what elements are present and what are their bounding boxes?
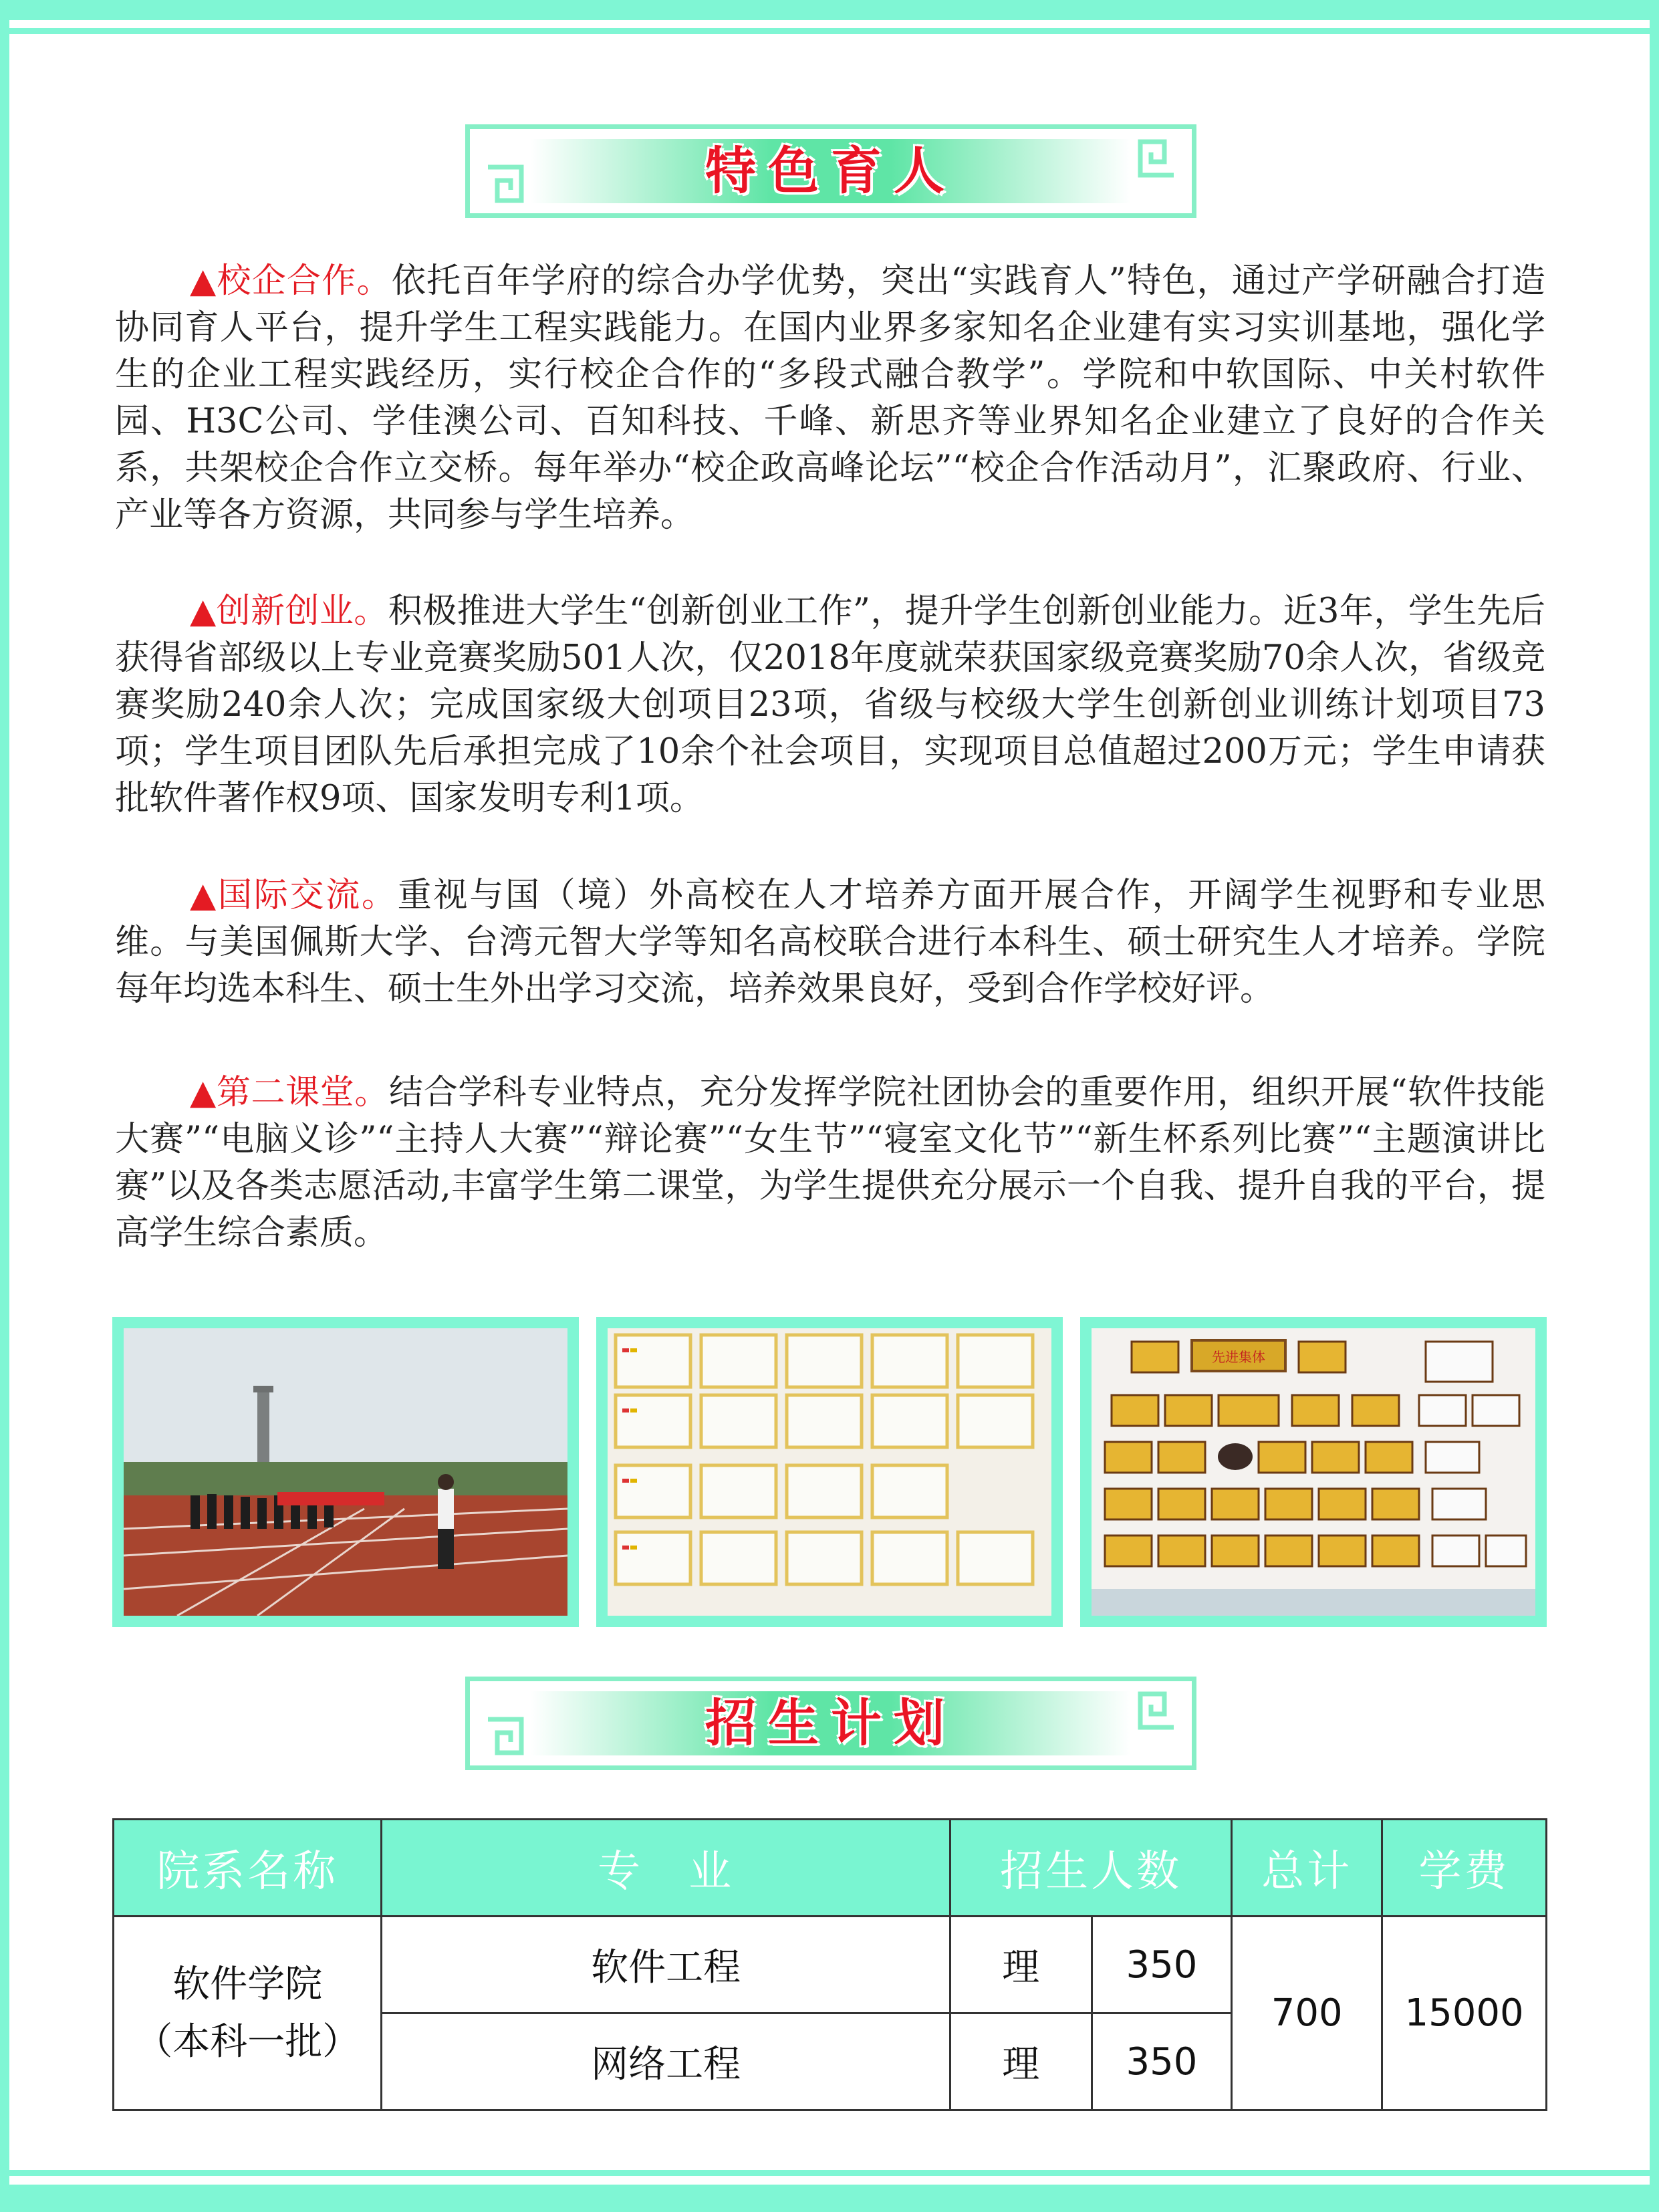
paragraph-lead: ▲第二课堂。 <box>190 1073 390 1112</box>
paragraph-innovation <box>115 588 1545 822</box>
section-title: 招生计划 <box>705 1693 956 1753</box>
certificate-wall-image <box>608 1328 1051 1616</box>
section-heading-education <box>465 124 1196 218</box>
paragraph-text: 结合学科专业特点，充分发挥学院社团协会的重要作用，组织开展“软件技能大赛”“电脑义诊”“主持人大赛”“辩论赛”“女生节”“寝室文化节”“新生杯系列比赛”“主题演讲比赛”以及各类志愿活动,丰富学生第二课堂，为学生提供充分展示一个自我、提升自我的平台，提高学生综合素质。 <box>115 1073 1545 1253</box>
paragraph-lead: ▲国际交流。 <box>190 876 398 915</box>
bottom-frame-line <box>0 2170 1659 2176</box>
table-row <box>114 1917 1547 2013</box>
column-header-tuition: 学费 <box>1382 1820 1547 1917</box>
college-cell <box>114 1917 382 2110</box>
column-header-total: 总计 <box>1232 1820 1382 1917</box>
top-frame-line <box>0 28 1659 34</box>
sports-parade-image <box>124 1328 567 1616</box>
photo-certificates <box>596 1317 1063 1627</box>
tuition-cell: 15000 <box>1382 1917 1547 2110</box>
bottom-frame-band <box>0 2185 1659 2212</box>
college-name: 软件学院 <box>172 1962 323 2006</box>
major-cell: 网络工程 <box>382 2013 950 2110</box>
paragraph-text: 积极推进大学生“创新创业工作”，提升学生创新创业能力。近3年，学生先后获得省部级以上专业竞赛奖励501人次，仅2018年度就荣获国家级竞赛奖励70余人次，省级竞赛奖励240余人次；完成国家级大创项目23项，省级与校级大学生创新创业训练计划项目73项；学生项目团队先后承担完成了10余个社会项目，实现项目总值超过200万元；学生申请获批软件著作权9项、国家发明专利1项。 <box>115 592 1545 818</box>
count-cell: 350 <box>1092 1917 1232 2013</box>
major-cell: 软件工程 <box>382 1917 950 2013</box>
table-header-row <box>114 1820 1547 1917</box>
top-frame-band <box>0 0 1659 20</box>
right-frame-band <box>1650 0 1659 2212</box>
column-header-count: 招生人数 <box>950 1820 1231 1917</box>
paragraph-text: 重视与国（境）外高校在人才培养方面开展合作，开阔学生视野和专业思维。与美国佩斯大学、台湾元智大学等知名高校联合进行本科生、硕士研究生人才培养。学院每年均选本科生、硕士生外出学习交流，培养效果良好，受到合作学校好评。 <box>115 876 1545 1009</box>
column-header-college: 院系名称 <box>114 1820 382 1917</box>
photo-award-plaques <box>1080 1317 1547 1627</box>
column-header-major: 专 业 <box>382 1820 950 1917</box>
paragraph-lead: ▲创新创业。 <box>190 592 388 631</box>
enrollment-table <box>112 1818 1547 2111</box>
college-batch: （本科一批） <box>135 2019 360 2064</box>
paragraph-lead: ▲校企合作。 <box>190 261 392 301</box>
photo-sports-parade <box>112 1317 579 1627</box>
count-cell: 350 <box>1092 2013 1232 2110</box>
left-frame-band <box>0 0 9 2212</box>
paragraph-text: 依托百年学府的综合办学优势，突出“实践育人”特色，通过产学研融合打造协同育人平台，提升学生工程实践能力。在国内业界多家知名企业建有实习实训基地，强化学生的企业工程实践经历，实行校企合作的“多段式融合教学”。学院和中软国际、中关村软件园、H3C公司、学佳澳公司、百知科技、千峰、新思齐等业界知名企业建立了良好的合作关系，共架校企合作立交桥。每年举办“校企政高峰论坛”“校企合作活动月”，汇聚政府、行业、产业等各方资源，共同参与学生培养。 <box>115 261 1545 535</box>
section-title: 特色育人 <box>705 141 956 201</box>
category-cell: 理 <box>950 2013 1092 2110</box>
section-heading-enrollment <box>465 1677 1196 1770</box>
award-wall-image <box>1092 1328 1535 1616</box>
total-cell: 700 <box>1232 1917 1382 2110</box>
paragraph-industry-cooperation <box>115 258 1545 539</box>
paragraph-international <box>115 872 1545 1013</box>
paragraph-second-classroom <box>115 1070 1545 1257</box>
category-cell: 理 <box>950 1917 1092 2013</box>
banner-text: 先进集体 <box>1212 1349 1265 1365</box>
